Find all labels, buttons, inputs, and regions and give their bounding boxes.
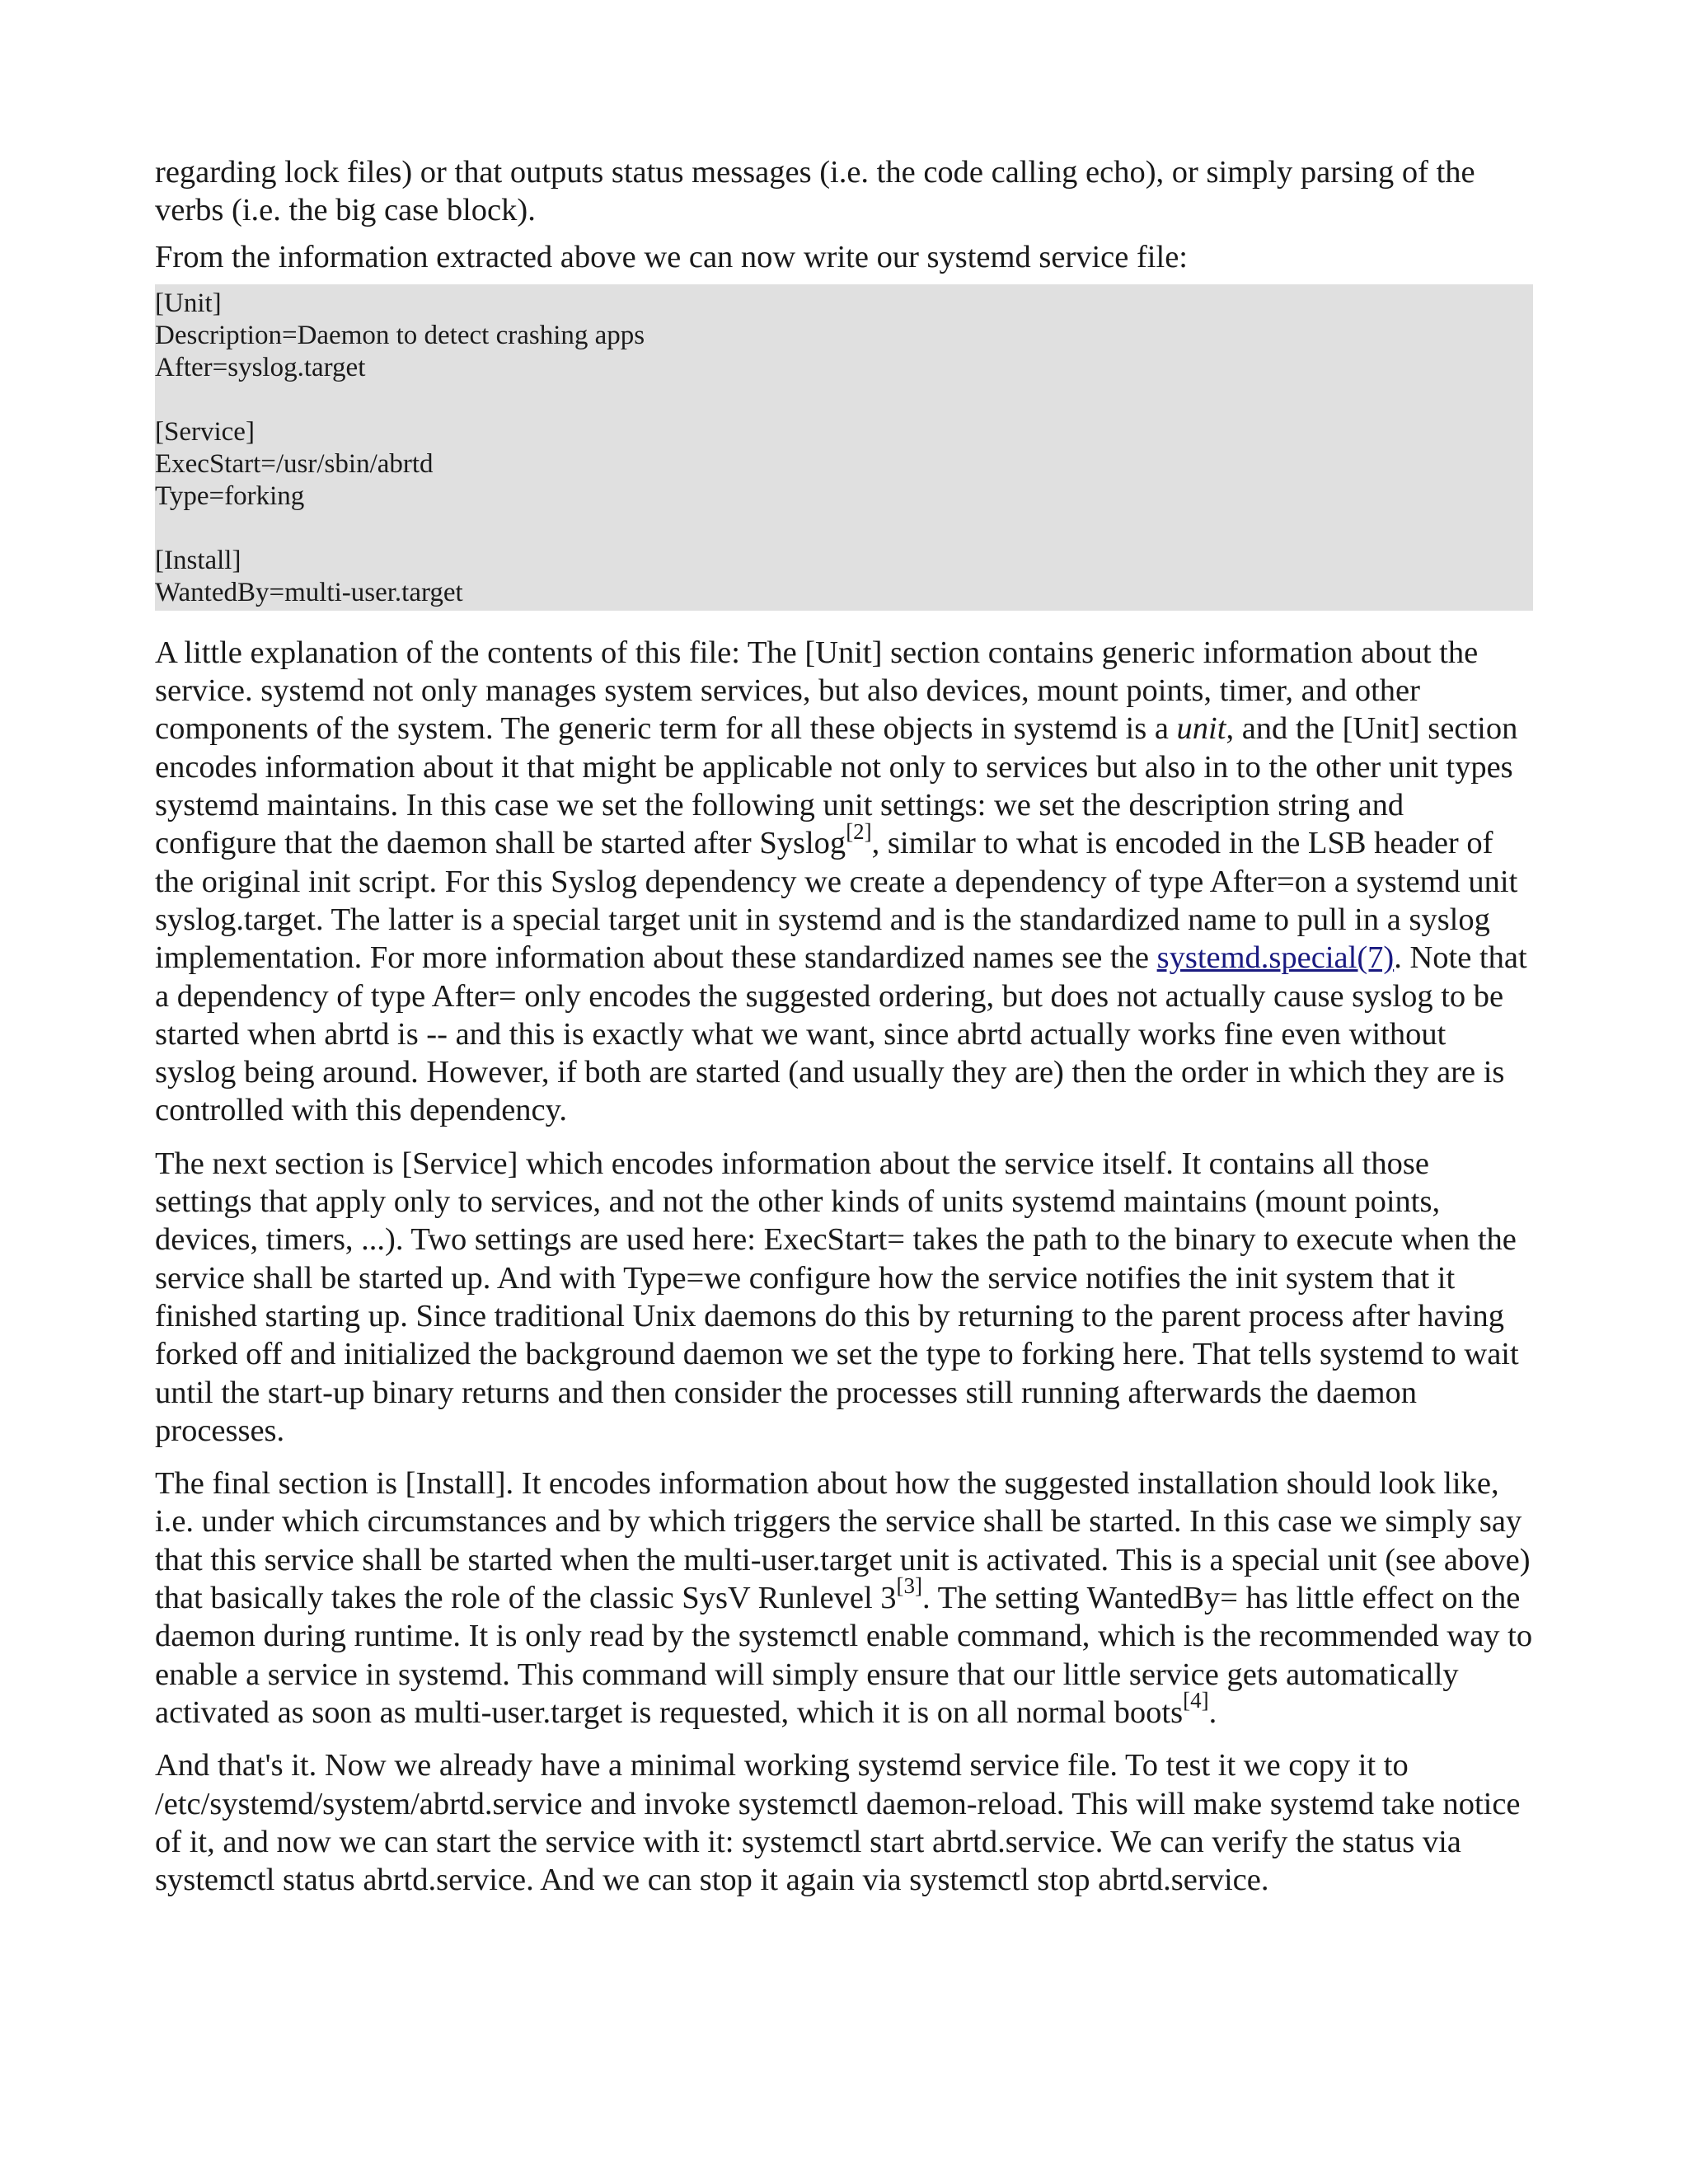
install-section-explanation: The final section is [Install]. It encodes information about how the suggested installation should look like, i.e. under which circumstances and by which triggers the service shall be started. In this case we simply say that this service shall be started when the multi-user.target unit is activated. This is a special unit (see above) that basically takes the role of the classic SysV Runlevel 3[3]. The setting WantedBy= has little effect on the daemon during runtime. It is only read by the systemctl enable command, which is the recommended way to enable a service in systemd. This command will simply ensure that our little service gets automatically activated as soon as multi-user.target is requested, which it is on all normal boots[4]. [155, 1466, 1533, 1730]
code-line-unit-header: [Unit] [155, 288, 222, 318]
systemd-special-link[interactable]: systemd.special(7) [1156, 940, 1395, 976]
code-line-unit-after: After=syslog.target [155, 352, 366, 382]
code-line-install-wantedby: WantedBy=multi-user.target [155, 577, 463, 607]
service-section-explanation: The next section is [Service] which encodes information about the service itself. It contains all those settings that apply only to services, and not the other kinds of units systemd maintains (mount points, devices, timers, ...). Two settings are used here: ExecStart= takes the path to the binary to execute when the service shall be started up. And with Type=we configure how the service notifies the init system that it finished starting up. Since traditional Unix daemons do this by returning to the parent process after having forked off and initialized the background daemon we set the type to forking here. That tells systemd to wait until the start-up binary returns and then consider the processes still running afterwards the daemon processes. [155, 1146, 1519, 1448]
intro-continuation: regarding lock files) or that outputs status messages (i.e. the code calling echo), or simply parsing of the verbs (i.e. the big case block). [155, 155, 1475, 228]
unit-term: unit [1176, 711, 1226, 747]
document-page [155, 153, 1533, 1914]
code-line-install-header: [Install] [155, 545, 241, 575]
footnote-ref-3[interactable]: [3] [896, 1573, 923, 1599]
intro-lead: From the information extracted above we can now write our systemd service file: [155, 239, 1188, 274]
service-file-code-block [155, 284, 1533, 611]
code-blank-line [155, 384, 1533, 416]
code-line-service-header: [Service] [155, 416, 255, 447]
footnote-ref-2[interactable]: [2] [846, 818, 872, 844]
code-line-unit-description: Description=Daemon to detect crashing apps [155, 320, 645, 350]
unit-section-explanation: A little explanation of the contents of this file: The [Unit] section contains generic information about the service. systemd not only manages system services, but also devices, mount points, timer, and other components of the system. The generic term for all these objects in systemd is a unit, and the [Unit] section encodes information about it that might be applicable not only to services but also in to the other unit types systemd maintains. In this case we set the following unit settings: we set the description string and configure that the daemon shall be started after Syslog[2], similar to what is encoded in the LSB header of the original init script. For this Syslog dependency we create a dependency of type After=on a systemd unit syslog.target. The latter is a special target unit in systemd and is the standardized name to pull in a syslog implementation. For more information about these standardized names see the systemd.special(7). Note that a dependency of type After= only encodes the suggested ordering, but does not actually cause syslog to be started when abrtd is -- and this is exactly what we want, since abrtd actually works fine even without syslog being around. However, if both are started (and usually they are) then the order in which they are is controlled with this dependency. [155, 635, 1527, 1128]
code-blank-line [155, 513, 1533, 545]
footnote-ref-4[interactable]: [4] [1183, 1688, 1209, 1713]
testing-instructions: And that's it. Now we already have a minimal working systemd service file. To test it we copy it to /etc/systemd/system/abrtd.service and invoke systemctl daemon-reload. This will make systemd take notice of it, and now we can start the service with it: systemctl start abrtd.service. We can verify the status via systemctl status abrtd.service. And we can stop it again via systemctl stop abrtd.service. [155, 1748, 1521, 1898]
code-line-service-execstart: ExecStart=/usr/sbin/abrtd [155, 448, 434, 479]
code-line-service-type: Type=forking [155, 480, 305, 511]
